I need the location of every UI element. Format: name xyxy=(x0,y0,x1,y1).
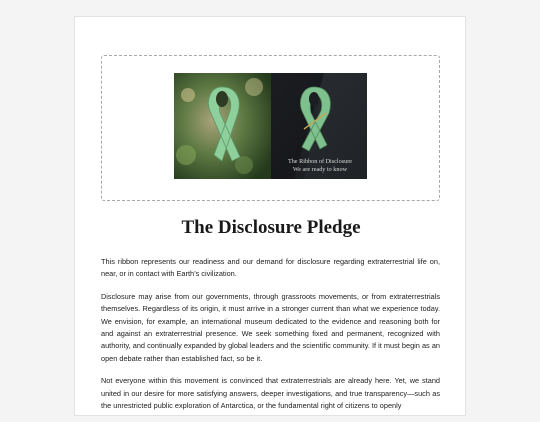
image-caption-line1: The Ribbon of Disclosure xyxy=(287,158,353,165)
image-caption-line2: We are ready to know xyxy=(292,166,348,173)
ribbon-photo xyxy=(174,73,367,179)
paragraph: Disclosure may arise from our governments, through grassroots movements, or from extraterrestrials themselves. Regardless of its origin, it must arrive in a stronger current than what we experience today. We envision, for example, an international museum dedicated to the evidence and reasoning both for and against an extraterrestrial presence. We seek something fixed and permanent, recognized with authority, and continually expanded by global leaders and the scientific community. If it must begin as an open debate rather than established fact, so be it. xyxy=(101,291,440,363)
paragraph: Not everyone within this movement is convinced that extraterrestrials are already here. Yet, we stand united in our desire for more satisfying answers, deeper investigations, and true transparency—such as the unrestricted public exploration of Antarctica, or the fundamental right of citizens to openly xyxy=(101,376,440,411)
image-placeholder-frame xyxy=(101,55,440,201)
paragraph: This ribbon represents our readiness and our demand for disclosure regarding extraterrestrial life on, near, or in contact with Earth’s civilization. xyxy=(101,257,440,279)
page-title: The Disclosure Pledge xyxy=(181,217,361,238)
content-card xyxy=(74,16,466,416)
article-body xyxy=(101,256,440,422)
